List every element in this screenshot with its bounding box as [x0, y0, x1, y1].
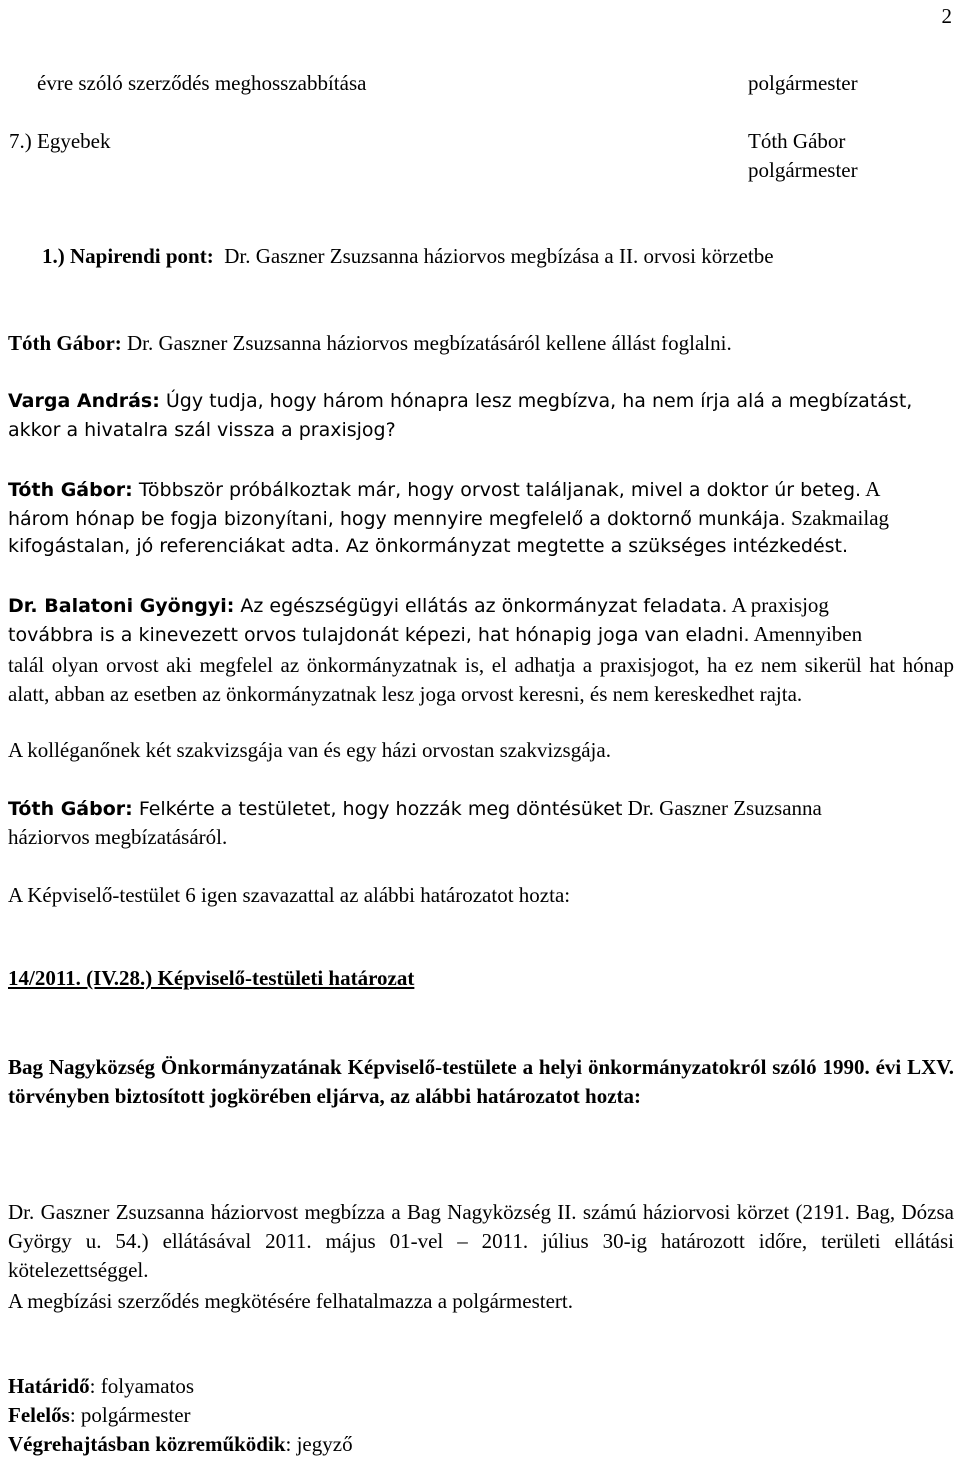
agenda-point-label: 1.) Napirendi pont:	[42, 244, 214, 268]
deadline-value: : folyamatos	[89, 1374, 195, 1398]
speaker-name: Dr. Balatoni Gyöngyi:	[8, 595, 235, 617]
responsible-line	[8, 1403, 191, 1428]
speech-text: Többször próbálkoztak már, hogy orvost találjanak, mivel a doktor úr beteg.	[138, 479, 862, 501]
page-number: 2	[941, 4, 952, 28]
paragraph-balatoni-last: A kolléganőnek két szakvizsgája van és egy házi orvostan szakvizsgája.	[8, 738, 611, 762]
agenda-item6-presenter: polgármester	[748, 71, 858, 95]
speaker-name: Tóth Gábor:	[8, 331, 122, 355]
paragraph-varga-line1	[8, 390, 912, 412]
cooperation-line	[8, 1432, 353, 1457]
speech-text: Dr. Gaszner Zsuzsanna	[627, 796, 822, 820]
speech-text: Szakmailag	[791, 506, 890, 530]
agenda-point-title: Dr. Gaszner Zsuzsanna háziorvos megbízása a II. orvosi körzetbe	[224, 244, 774, 268]
speech-text: három hónap be fogja bizonyítani, hogy mennyire megfelelő a doktornő munkája.	[8, 508, 786, 530]
resolution-authorization: A megbízási szerződés megkötésére felhatalmazza a polgármestert.	[8, 1289, 573, 1313]
speech-text: Úgy tudja, hogy három hónapra lesz megbízva, ha nem írja alá a megbízatást,	[165, 390, 913, 412]
speaker-name: Varga András:	[8, 390, 160, 412]
speech-text: továbbra is a kinevezett orvos tulajdonát képezi, hat hónapig joga van eladni.	[8, 624, 750, 646]
speech-text: A praxisjog	[731, 593, 829, 617]
paragraph-toth-3-line1	[8, 796, 822, 821]
vote-statement: A Képviselő-testület 6 igen szavazattal az alábbi határozatot hozta:	[8, 883, 571, 907]
paragraph-varga-line2: akkor a hivatalra szál vissza a praxisjog?	[8, 419, 396, 441]
speech-text: Amennyiben	[753, 622, 863, 646]
paragraph-toth-3-line2: háziorvos megbízatásáról.	[8, 825, 228, 849]
resolution-preamble: Bag Nagyközség Önkormányzatának Képviselő-testülete a helyi önkormányzatokról szóló 1990. évi LXV. törvényben biztosított jogkörében eljárva, az alábbi határozatot hozta:	[8, 1055, 954, 1108]
speaker-name: Tóth Gábor:	[8, 798, 133, 820]
agenda-item7-text: 7.) Egyebek	[9, 129, 111, 153]
cooperation-value: : jegyző	[285, 1432, 353, 1456]
paragraph-toth-2-line1	[8, 477, 880, 502]
speaker-name: Tóth Gábor:	[8, 479, 133, 501]
speech-text: Az egészségügyi ellátás az önkormányzat feladata.	[240, 595, 728, 617]
responsible-label: Felelős	[8, 1403, 70, 1427]
speech-text: Felkérte a testületet, hogy hozzák meg döntésüket	[138, 798, 623, 820]
paragraph-balatoni-line2	[8, 622, 862, 647]
deadline-line	[8, 1374, 194, 1399]
agenda-item6-text: évre szóló szerződés meghosszabbítása	[37, 71, 367, 95]
paragraph-toth-1	[8, 331, 732, 356]
paragraph-toth-2-line3: kifogástalan, jó referenciákat adta. Az önkormányzat megtette a szükséges intézkedést.	[8, 535, 849, 557]
agenda-item7-presenter-name: Tóth Gábor	[748, 129, 846, 153]
agenda-item7-presenter-role: polgármester	[748, 158, 858, 182]
resolution-body: Dr. Gaszner Zsuzsanna háziorvost megbízza a Bag Nagyközség II. számú háziorvosi körzet (2191. Bag, Dózsa György u. 54.) ellátásával 2011. május 01-vel – 2011. július 30-ig határozott időre, területi ellátási kötelezettséggel.	[8, 1200, 954, 1282]
agenda-point-heading	[42, 244, 774, 269]
paragraph-toth-2-line2	[8, 506, 889, 531]
resolution-title: 14/2011. (IV.28.) Képviselő-testületi határozat	[8, 966, 415, 990]
deadline-label: Határidő	[8, 1374, 90, 1398]
speech-text: A	[865, 477, 881, 501]
responsible-value: : polgármester	[69, 1403, 191, 1427]
paragraph-balatoni-rest: talál olyan orvost aki megfelel az önkormányzatnak is, el adhatja a praxisjogot, ha ez nem sikerül hat hónap alatt, abban az esetben az önkormányzatnak lesz joga orvost keresni, és nem kereskedhet rajta.	[8, 653, 954, 706]
cooperation-label: Végrehajtásban közreműködik	[8, 1432, 286, 1456]
paragraph-balatoni-line1	[8, 593, 829, 618]
speech-text: Dr. Gaszner Zsuzsanna háziorvos megbízatásáról kellene állást foglalni.	[127, 331, 732, 355]
